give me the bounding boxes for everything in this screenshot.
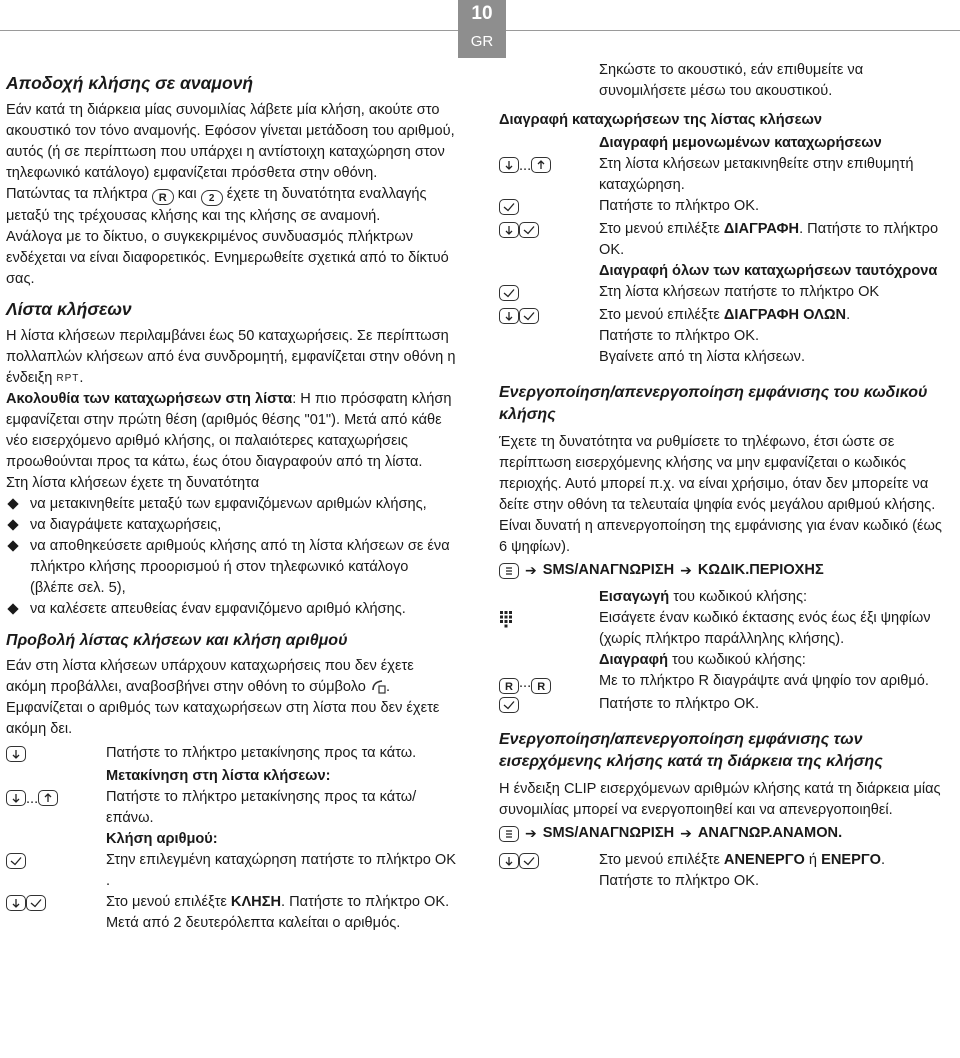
call-heading: Κλήση αριθμού: — [106, 831, 218, 847]
area-code-title: Ενεργοποίηση/απενεργοποίηση εμφάνισης του κωδικού κλήσης — [499, 384, 928, 423]
step-clip-menu: Στο μενού επιλέξτε ΑΝΕΝΕΡΓΟ ή ΕΝΕΡΓΟ. Πατήστε το πλήκτρο ΟΚ. — [499, 850, 954, 892]
r-key-icon: R — [152, 189, 174, 205]
call-list-options-intro: Στη λίστα κλήσεων έχετε τη δυνατότητα — [6, 475, 260, 491]
rpt-indicator: RPT — [56, 373, 80, 384]
call-waiting-title: Αποδοχή κλήσης σε αναμονή — [6, 73, 254, 93]
move-heading: Μετακίνηση στη λίστα κλήσεων: — [106, 768, 331, 784]
step-ds-ok: Πατήστε το πλήκτρο ΟΚ. — [499, 196, 954, 219]
step-ds-move: ... Στη λίστα κλήσεων μετακινηθείτε στην επιθυμητή καταχώρηση. — [499, 154, 954, 196]
area-code-paragraph: Έχετε τη δυνατότητα να ρυθμίσετε το τηλέφωνο, έτσι ώστε σε περίπτωση εισερχόμενης κλήσης να μην εμφανίζεται ο κωδικός περιοχής. Αυτό μπορεί π.χ. να είναι χρήσιμο, όταν δεν μπορείτε να δείτε στην οθόνη τα τελευταία ψηφία ενός μεγάλου αριθμού κλήσης. — [499, 434, 936, 513]
ok-key-icon — [6, 853, 26, 869]
step-lift: Σηκώστε το ακουστικό, εάν επιθυμείτε να συνομιλήσετε μέσω του ακουστικού. — [599, 62, 864, 99]
page-badge — [458, 0, 506, 58]
list-item: να διαγράψετε καταχωρήσεις, — [6, 515, 456, 536]
up-key-icon — [531, 157, 551, 173]
up-key-icon — [38, 790, 58, 806]
down-key-icon — [499, 308, 519, 324]
clip-paragraph: Η ένδειξη CLIP εισερχόμενων αριθμών κλήσης κατά τη διάρκεια μίας συνομιλίας μπορεί να ενεργοποιηθεί και να απενεργοποιηθεί. — [499, 781, 941, 818]
step-da-menu: Στο μενού επιλέξτε ΔΙΑΓΡΑΦΗ ΟΛΩΝ. Πατήστε το πλήκτρο ΟΚ. Βγαίνετε από τη λίστα κλήσεων. — [499, 305, 954, 368]
ok-key-icon — [519, 853, 539, 869]
down-key-icon — [6, 895, 26, 911]
arrow-right-icon: ➔ — [680, 825, 692, 841]
step-ds-menu: Στο μενού επιλέξτε ΔΙΑΓΡΑΦΗ. Πατήστε το πλήκτρο ΟΚ. — [499, 219, 954, 261]
arrow-right-icon: ➔ — [525, 562, 537, 578]
down-key-icon — [6, 746, 26, 762]
ok-key-icon — [26, 895, 46, 911]
page-number: 10 — [471, 3, 493, 24]
down-key-icon — [6, 790, 26, 806]
arrow-right-icon: ➔ — [525, 825, 537, 841]
ok-key-icon — [519, 308, 539, 324]
step-delete-digit: R ... R Με το πλήκτρο R διαγράψτε ανά ψηφίο τον αριθμό. — [499, 671, 954, 694]
list-item: να μετακινηθείτε μεταξύ των εμφανιζόμενων αριθμών κλήσης, — [6, 494, 456, 515]
area-code-limit: Είναι δυνατή η απενεργοποίηση της εμφάνισης για έναν κωδικό (έως 6 ψηφίων). — [499, 518, 942, 555]
step-ok: Στην επιλεγμένη καταχώρηση πατήστε το πλήκτρο ΟΚ . — [6, 850, 456, 892]
list-item: να αποθηκεύσετε αριθμούς κλήσης από τη λίστα κλήσεων σε ένα πλήκτρο κλήσης προορισμού ή στον τηλεφωνικό κατάλογο (βλέπε σελ. 5), — [6, 536, 456, 599]
show-list-title: Προβολή λίστας κλήσεων και κλήση αριθμού — [6, 632, 348, 649]
menu-key-icon — [499, 826, 519, 842]
keypad-icon — [499, 610, 513, 628]
area-menu-path: ➔ SMS/ΑΝΑΓΝΩΡΙΣΗ ➔ ΚΩΔΙΚ.ΠΕΡΙΟΧΗΣ — [499, 560, 954, 581]
delete-single-heading: Διαγραφή μεμονωμένων καταχωρήσεων — [599, 135, 882, 151]
down-key-icon — [499, 222, 519, 238]
r-key-icon: R — [499, 678, 519, 694]
ok-key-icon — [519, 222, 539, 238]
clip-menu-path: ➔ SMS/ΑΝΑΓΝΩΡΙΣΗ ➔ ΑΝΑΓΝΩΡ.ΑΝΑΜΟΝ. — [499, 823, 954, 844]
right-column — [499, 60, 954, 892]
r-key-icon: R — [531, 678, 551, 694]
arrow-right-icon: ➔ — [680, 562, 692, 578]
call-list-paragraph: Η λίστα κλήσεων περιλαμβάνει έως 50 καταχωρήσεις. Σε περίπτωση πολλαπλών κλήσεων από ένα συνδρομητή, εμφανίζεται στην οθόνη η ένδειξη RPT. — [6, 328, 456, 386]
ok-key-icon — [499, 199, 519, 215]
step-area-ok: Πατήστε το πλήκτρο ΟΚ. — [499, 694, 954, 717]
delete-label: Διαγραφή του κωδικού κλήσης: — [599, 652, 806, 668]
delete-title: Διαγραφή καταχωρήσεων της λίστας κλήσεων — [499, 112, 822, 128]
call-waiting-keys-paragraph: Πατώντας τα πλήκτρα R και 2 έχετε τη δυνατότητα εναλλαγής μεταξύ της τρέχουσας κλήσης και της κλήσης σε αναμονή. — [6, 186, 427, 224]
call-waiting-paragraph: Εάν κατά τη διάρκεια μίας συνομιλίας λάβετε μία κλήση, ακούτε στο ακουστικό τον τόνο αναμονής. Εφόσον γίνεται μετάδοση του αριθμού, αυτός (ή σε περίπτωση που υπάρχει η αντίστοιχη καταχώρηση στον τηλεφωνικό κατάλογο) εμφανίζεται πρόσθετα στην οθόνη. — [6, 102, 455, 181]
two-key-icon: 2 — [201, 190, 223, 206]
language-code: GR — [470, 33, 494, 50]
step-da-ok: Στη λίστα κλήσεων πατήστε το πλήκτρο ΟΚ — [499, 282, 954, 305]
left-column — [6, 60, 456, 934]
ok-key-icon — [499, 285, 519, 301]
step-entry: Εισάγετε έναν κωδικό έκτασης ενός έως έξι ψηφίων (χωρίς πλήκτρο παράλληλης κλήσης). — [499, 608, 954, 650]
delete-all-heading: Διαγραφή όλων των καταχωρήσεων ταυτόχρονα — [599, 263, 938, 279]
down-key-icon — [499, 157, 519, 173]
show-list-paragraph: Εάν στη λίστα κλήσεων υπάρχουν καταχωρήσεις που δεν έχετε ακόμη προβάλλει, αναβοσβήνει στην οθόνη το σύμβολο . Εμφανίζεται ο αριθμός των καταχωρήσεων στη λίστα που δεν έχετε ακόμη δει. — [6, 658, 440, 737]
entry-label: Εισαγωγή του κωδικού κλήσης: — [599, 589, 808, 605]
call-list-order-paragraph: Ακολουθία των καταχωρήσεων στη λίστα: Η πιο πρόσφατη κλήση εμφανίζεται στην πρώτη θέση (αριθμός θέσης "01"). Μετά από κάθε νέο εισερχόμενο αριθμό κλήσης, οι παλαιότερες καταχωρήσεις προωθούνται προς τα κάτω, έως ότου διαγραφούν από τη λίστα. — [6, 391, 452, 470]
missed-call-icon — [370, 678, 386, 694]
step-menu-call: Στο μενού επιλέξτε ΚΛΗΣΗ. Πατήστε το πλήκτρο ΟΚ. Μετά από 2 δευτερόλεπτα καλείται ο αριθμός. — [6, 892, 456, 934]
ok-key-icon — [499, 697, 519, 713]
step-scroll-down: Πατήστε το πλήκτρο μετακίνησης προς τα κάτω. — [6, 743, 456, 766]
down-key-icon — [499, 853, 519, 869]
network-note: Ανάλογα με το δίκτυο, ο συγκεκριμένος συνδυασμός πλήκτρων ενδέχεται να είναι διαφορετικός. Ενημερωθείτε σχετικά από το δίκτυό σας. — [6, 229, 449, 287]
list-item: να καλέσετε απευθείας έναν εμφανιζόμενο αριθμό κλήσης. — [6, 599, 456, 620]
menu-key-icon — [499, 563, 519, 579]
call-list-title: Λίστα κλήσεων — [6, 299, 132, 319]
step-move: ... Πατήστε το πλήκτρο μετακίνησης προς τα κάτω/επάνω. — [6, 787, 456, 829]
call-list-options — [6, 494, 456, 620]
clip-title: Ενεργοποίηση/απενεργοποίηση εμφάνισης των εισερχόμενης κλήσης κατά τη διάρκεια της κλήσης — [499, 731, 883, 770]
